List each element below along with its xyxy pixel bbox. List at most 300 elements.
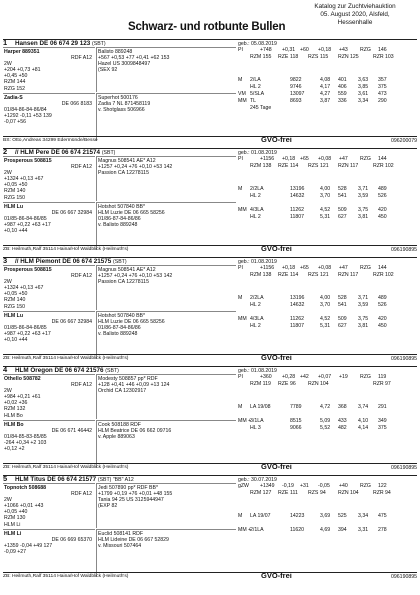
grandsire-line: Passion CA 12278115 [98, 279, 149, 286]
lactation-value: 4,52 [320, 207, 331, 213]
lactation-value: 3,87 [320, 98, 331, 104]
dam-code: DE 06 671 46442 [51, 428, 92, 435]
grandsire-line: +1257 +0,24 +76 +0,10 +53 142 [98, 164, 173, 171]
sire-info: RZM 130 [4, 515, 26, 522]
lot-title [15, 368, 119, 374]
lactation-value: 541 [338, 302, 347, 308]
sire-code: RDF A12 [70, 382, 92, 389]
pi-value: RZM 119 [250, 381, 271, 387]
sire-info: +984 +0,21 +61 [4, 394, 41, 401]
dam-code: DE 06 667 32984 [51, 210, 92, 217]
lot-footer [3, 570, 417, 580]
lactation-value: 9746 [290, 84, 302, 90]
lot-entry [3, 40, 417, 147]
lactation-value: 4/3LA [250, 316, 264, 322]
lactation-value: 3,70 [320, 302, 331, 308]
lactation-value: HL 2 [250, 323, 261, 329]
page-header [0, 3, 420, 39]
pi-value: +0,18 [282, 265, 296, 271]
lactation-value: 489 [378, 186, 387, 192]
catalog-line: 05. August 2020, Alsfeld, [320, 11, 390, 19]
gvo-label: GVO-frei [261, 461, 292, 471]
grandsire-line: Jedi 507890 pp* RDF BB* [98, 485, 158, 491]
pi-value: 114 [290, 163, 299, 169]
pi-value: 125 [350, 54, 359, 60]
lactation-value: 541 [338, 193, 347, 199]
lot-entry [3, 476, 417, 583]
lactation-value: 3,34 [358, 98, 369, 104]
lactation-value: 245 Tage [250, 105, 272, 111]
dam-name: Zadia-S [4, 95, 23, 101]
birth-date: geb.: 30.07.2019 [238, 476, 277, 483]
breed-code: (SBT) [113, 258, 127, 265]
lactation-value: MM [238, 98, 247, 104]
maternal-line: v. Missouri 507464 [98, 543, 142, 550]
pi-value: +1156 [260, 156, 275, 162]
pi-value: +65 [300, 265, 309, 271]
maternal-line: HLM Lideine DE 06 667 52829 [98, 537, 169, 544]
lactation-value: 509 [338, 207, 347, 213]
pi-value: +0,31 [282, 47, 296, 53]
lot-id: 096190895 [391, 574, 417, 580]
pi-value: 146 [378, 47, 387, 53]
birth-date: geb.: 01.08.2019 [238, 367, 277, 374]
dam-name: HLM Lu [4, 204, 24, 210]
lactation-value: 401 [338, 77, 347, 83]
lot-number: 3 [3, 256, 8, 265]
page-title: Schwarz- und rotbunte Bullen [128, 21, 286, 33]
maternal-line: Euclid 508141 RDF [98, 531, 143, 537]
gvo-label: GVO-frei [261, 352, 292, 362]
breeder-info: ZB: Heilmuth,Ralf 35114 Haina/Hof Waldblick (Heilmuth's) [3, 356, 129, 361]
lactation-value: HL 2 [250, 214, 261, 220]
lot-entry [3, 367, 417, 474]
sire-name: Prosperous 508815 [4, 267, 52, 273]
pi-value: RZG [360, 156, 371, 162]
lactation-value: 4,00 [320, 186, 331, 192]
lactation-value: 291 [378, 404, 387, 410]
grandsire-line: Magnus 508541 AE* A12 [98, 158, 156, 164]
maternal-grandparents [96, 420, 236, 468]
lactation-value: 420 [378, 316, 387, 322]
pi-value: +748 [260, 47, 272, 53]
sire-info: +0,45 +50 [4, 73, 28, 80]
lot-entry [3, 258, 417, 365]
lactation-value: 528 [338, 186, 347, 192]
lactation-value: 14223 [290, 513, 305, 519]
pi-value: -0,19 [282, 483, 294, 489]
lot-footer [3, 243, 417, 253]
lactation-value: 509 [338, 316, 347, 322]
lactation-value: 2/2LA [250, 295, 264, 301]
sire-name: Othello 508782 [4, 376, 41, 382]
lactation-value: 559 [338, 91, 347, 97]
lactation-value: 290 [378, 98, 387, 104]
sire-info: +0,05 +40 [4, 509, 28, 516]
dam-info: 01/85-86-84-86/85 [4, 325, 47, 332]
lactation-value: 3,71 [358, 295, 369, 301]
lot-entry [3, 149, 417, 256]
sire-info: 2W [4, 388, 12, 395]
lactation-value: 3,59 [358, 193, 369, 199]
birth-date: geb.: 05.08.2019 [238, 40, 277, 47]
lactation-value: 627 [338, 323, 347, 329]
maternal-grandparents [96, 202, 236, 250]
pi-value: 122 [378, 483, 387, 489]
pi-value: 96 [290, 381, 296, 387]
lot-id: 096190895 [391, 465, 417, 471]
lactation-value: 3,81 [358, 214, 369, 220]
pi-value: +0,18 [282, 156, 296, 162]
pi-value: +1349 [260, 483, 275, 489]
pi-value: +31 [300, 483, 309, 489]
lactation-value: 9822 [290, 77, 302, 83]
lactation-value: 4/3LA [250, 207, 264, 213]
dam-cell [3, 93, 95, 141]
lactation-value: HL 3 [250, 425, 261, 431]
breed-code: (SBT) [92, 40, 106, 47]
bull-name: HLM Oregon DE 06 674 21576 [15, 366, 104, 374]
lactation-value: 2/LA [250, 77, 261, 83]
grandsire-line: Passion CA 12278115 [98, 170, 149, 177]
pi-value: 117 [350, 272, 359, 278]
lactation-value: MM + [238, 418, 252, 424]
sire-info: 2W [4, 279, 12, 286]
maternal-grandparents [96, 93, 236, 141]
dam-info: 01/84-86-84-86/84 [4, 107, 47, 114]
pi-value: RZG [360, 265, 371, 271]
breeder-info: ZB: Heilmuth,Ralf 35114 Haina/Hof Waldblick (Heilmuth's) [3, 465, 129, 470]
sire-info: +1324 +0,13 +67 [4, 285, 44, 292]
lactation-value: 349 [378, 418, 387, 424]
lactation-value: 526 [378, 193, 387, 199]
lactation-value: 5,31 [320, 214, 331, 220]
sire-info: +0,05 +50 [4, 291, 28, 298]
sire-cell [3, 47, 95, 92]
dam-info: -264 +0,34 +2 103 [4, 440, 47, 447]
lactation-value: HL 2 [250, 302, 261, 308]
lactation-value: 4,52 [320, 316, 331, 322]
maternal-grandparents [96, 311, 236, 359]
pi-value: +43 [339, 47, 348, 53]
pi-value: 102 [385, 272, 394, 278]
lactation-value: 3,75 [358, 316, 369, 322]
sire-info: HLM Bo [4, 412, 23, 419]
grandsire-line: Balisto 889248 [98, 49, 133, 55]
lot-number: 4 [3, 365, 8, 374]
pi-value: 103 [385, 54, 394, 60]
dam-info: 01/84-85-83-85/85 [4, 434, 47, 441]
pi-value: RZR [373, 54, 384, 60]
lactation-value: MM + [238, 527, 252, 533]
birth-date: geb.: 01.08.2019 [238, 149, 277, 156]
sire-info: 2W [4, 61, 12, 68]
pi-value: RZR [373, 272, 384, 278]
pi-value: 94 [385, 490, 391, 496]
breed-code: (SBT) "BB" A12 [97, 476, 134, 483]
grandsire-line: Modesty 508857 pp* RDF [98, 376, 158, 382]
lactation-value: 13097 [290, 91, 305, 97]
dam-cell [3, 202, 95, 250]
lactation-value: 3,63 [358, 77, 369, 83]
lactation-value: 13196 [290, 186, 305, 192]
maternal-line: HLM Beatrice DE 06 662 09716 [98, 428, 172, 435]
lactation-value: 11262 [290, 207, 305, 213]
sire-name: Prosperous 508815 [4, 158, 52, 164]
sire-cell [3, 483, 95, 528]
grandsire-line: +128 +0,41 +46 +0,09 +13 124 [98, 382, 170, 389]
pi-value: +60 [300, 47, 309, 53]
lot-number: 5 [3, 474, 8, 483]
lactation-value: 528 [338, 295, 347, 301]
sire-info: +204 +0,73 +81 [4, 67, 41, 74]
pi-value: 119 [378, 374, 387, 380]
pi-value: +47 [339, 156, 348, 162]
lactation-value: 3,75 [358, 207, 369, 213]
dam-name: HLM Lu [4, 313, 24, 319]
lactation-value: MM [238, 316, 247, 322]
dam-info: +0,12 +2 [4, 446, 25, 453]
pi-value: RZS [308, 490, 319, 496]
lot-id: 096200079 [391, 138, 417, 144]
dam-info: 01/85-86-84-86/85 [4, 216, 47, 223]
lactation-value: 7789 [290, 404, 302, 410]
lactation-value: 357 [378, 77, 387, 83]
pi-value: RZN [338, 272, 349, 278]
lactation-value: 13196 [290, 295, 305, 301]
grandsire-line: +1799 +0,19 +76 +0,01 +48 155 [98, 491, 173, 498]
pi-value: 121 [320, 163, 329, 169]
pi-value: +19 [339, 374, 348, 380]
pi-value: RZM 127 [250, 490, 272, 496]
lot-id: 096190895 [391, 247, 417, 253]
lactation-value: M [238, 404, 243, 410]
sire-info: RZM 132 [4, 406, 26, 413]
dam-code: DE 066 8183 [61, 101, 92, 108]
dam-info: +1359 -0,04 +49 127 [4, 543, 53, 550]
grandsire-line: (SEX 92 [98, 67, 118, 74]
sire-info: +1066 +0,01 +43 [4, 503, 44, 510]
pi-value: 121 [320, 272, 329, 278]
catalog-info [296, 3, 414, 28]
lactation-value: 3,61 [358, 91, 369, 97]
sire-cell [3, 156, 95, 201]
sire-name: Harper 889351 [4, 49, 40, 55]
lactation-value: 9066 [290, 425, 302, 431]
breeder-info: ZB: Heilmuth,Ralf 35114 Haina/Hof Waldblick (Heilmuth's) [3, 574, 129, 579]
lactation-value: 375 [378, 425, 387, 431]
gvo-label: GVO-frei [261, 243, 292, 253]
pi-value: RZG [360, 47, 371, 53]
lot-number: 2 [3, 147, 8, 156]
sire-info: RZM 140 [4, 188, 26, 195]
pi-value: +1156 [260, 265, 275, 271]
dam-info: +0,10 +44 [4, 337, 28, 344]
pi-value: PI [238, 374, 243, 380]
sire-code: RDF A12 [70, 164, 92, 171]
bull-name: // HLM Piemont DE 06 674 21575 [15, 257, 112, 265]
paternal-grandparents [96, 483, 236, 528]
sire-info: RZG 150 [4, 194, 26, 201]
pi-value: 104 [350, 490, 359, 496]
lot-id: 096190895 [391, 356, 417, 362]
lactation-value: VM [238, 91, 246, 97]
paternal-grandparents [96, 156, 236, 201]
lactation-value: M [238, 186, 243, 192]
maternal-line: Hotshot 507840 BB* [98, 313, 146, 319]
lactation-value: HL 2 [250, 84, 261, 90]
sire-code: RDF A12 [70, 491, 92, 498]
sire-info: 2W [4, 170, 12, 177]
lactation-value: 450 [378, 323, 387, 329]
pi-value: RZS [308, 54, 319, 60]
dam-cell [3, 311, 95, 359]
lactation-value: 482 [338, 425, 347, 431]
dam-info: +1292 -0,11 +53 139 [4, 113, 52, 120]
maternal-line: HLM Luzie DE 06 665 58256 [98, 210, 165, 217]
lactation-value: 475 [378, 513, 387, 519]
lot-footer [3, 352, 417, 362]
lactation-value: 473 [378, 91, 387, 97]
grandsire-line: Magnus 508541 AE* A12 [98, 267, 156, 273]
maternal-line: v. Apple 889063 [98, 434, 135, 441]
grandsire-line: (EXP 82 [98, 503, 118, 510]
pi-value: PI [238, 265, 243, 271]
maternal-line: Hotshot 507840 BB* [98, 204, 146, 210]
dam-name: HLM Bo [4, 422, 24, 428]
pi-value: RZG [360, 483, 371, 489]
bull-name: // HLM Pere DE 06 674 21574 [15, 148, 101, 156]
lactation-value: 525 [338, 513, 347, 519]
pi-value: RZM 138 [250, 272, 272, 278]
pi-value: 111 [290, 490, 298, 496]
pi-value: 102 [385, 163, 394, 169]
grandsire-line: Hazel US 3009848497 [98, 61, 151, 68]
catalog-line: Hessenhalle [337, 19, 373, 27]
lot-title [15, 41, 106, 47]
lactation-value: 2/1LA [250, 527, 264, 533]
lactation-value: 433 [338, 418, 347, 424]
paternal-grandparents [96, 374, 236, 419]
maternal-line: v. Shotglass 506966 [98, 107, 145, 114]
sire-info: +1324 +0,13 +67 [4, 176, 44, 183]
lactation-value: 3,81 [358, 323, 369, 329]
pi-value: RZN [338, 490, 349, 496]
grandsire-line: Tania 94 25 US 3125944947 [98, 497, 164, 504]
pi-value: 94 [320, 490, 326, 496]
lactation-value: 4,08 [320, 77, 331, 83]
lactation-value: MM [238, 207, 247, 213]
lactation-value: 3,34 [358, 513, 369, 519]
lactation-value: LA 19/08 [250, 404, 271, 410]
gvo-label: GVO-frei [261, 570, 292, 580]
pi-value: gZW [238, 483, 249, 489]
breeder-info: BS: Otto,Andreas 34299 Edermünde/Besse [3, 138, 98, 143]
pi-value: RZR [373, 490, 384, 496]
sire-info: +0,05 +50 [4, 182, 28, 189]
sire-name: Topnotch 508688 [4, 485, 46, 491]
pi-value: +360 [260, 374, 272, 380]
pi-value: RZR [373, 163, 384, 169]
pi-value: 144 [378, 156, 387, 162]
pi-value: +0,07 [318, 374, 332, 380]
pi-value: RZE [278, 490, 289, 496]
grandsire-line: +567 +0,53 +77 +0,41 +62 153 [98, 55, 170, 62]
maternal-line: Zadia 7 NL 871458119 [98, 101, 151, 108]
pi-value: PI [238, 156, 243, 162]
maternal-line: 01/86-87-84-86/86 [98, 325, 141, 332]
sire-info: RZG 152 [4, 85, 26, 92]
lactation-value: 627 [338, 214, 347, 220]
lactation-value: 14632 [290, 302, 305, 308]
paternal-grandparents [96, 265, 236, 310]
pi-value: RZR [373, 381, 384, 387]
lot-footer [3, 134, 417, 144]
lactation-value: 368 [338, 404, 347, 410]
lactation-value: 489 [378, 295, 387, 301]
pi-value: RZS [308, 272, 319, 278]
lactation-value: 3,31 [358, 527, 369, 533]
pi-value: RZE [278, 54, 289, 60]
pi-value: PI [238, 47, 243, 53]
lactation-value: 5,31 [320, 323, 331, 329]
lactation-value: 406 [338, 84, 347, 90]
paternal-grandparents [96, 47, 236, 92]
pi-value: RZS [308, 163, 319, 169]
sire-cell [3, 265, 95, 310]
dam-cell [3, 529, 95, 577]
lactation-value: 4,17 [320, 84, 331, 90]
maternal-line: v. Balisto 889248 [98, 331, 138, 338]
dam-info: +987 +0,22 +63 +17 [4, 331, 51, 338]
pi-value: RZM 138 [250, 163, 272, 169]
lactation-value: 5/SLA [250, 91, 265, 97]
maternal-grandparents [96, 529, 236, 577]
lactation-value: 2/2LA [250, 186, 264, 192]
dam-name: HLM Li [4, 531, 22, 537]
sire-cell [3, 374, 95, 419]
pi-value: 144 [378, 265, 387, 271]
pi-value: -0,05 [318, 483, 330, 489]
lactation-value: 11807 [290, 214, 305, 220]
lactation-value: 4,72 [320, 404, 331, 410]
maternal-line: Cook 508188 RDF [98, 422, 141, 428]
pi-value: RZE [278, 163, 289, 169]
lactation-value: 394 [338, 527, 347, 533]
lactation-value: 3,74 [358, 404, 369, 410]
lactation-value: 3,71 [358, 186, 369, 192]
pi-value: 115 [320, 54, 329, 60]
pi-value: +47 [339, 265, 348, 271]
lactation-value: 4,10 [358, 418, 369, 424]
lactation-value: 11807 [290, 323, 305, 329]
dam-info: +0,10 +44 [4, 228, 28, 235]
lot-title [15, 477, 134, 483]
sire-info: RZG 150 [4, 303, 26, 310]
lactation-value: 526 [378, 302, 387, 308]
pi-value: 117 [350, 163, 359, 169]
dam-code: DE 06 667 32984 [51, 319, 92, 326]
pi-value: +0,08 [318, 265, 332, 271]
pi-value: 118 [290, 54, 299, 60]
grandsire-line: Orchid CA 12302917 [98, 388, 147, 395]
lactation-value: 3,70 [320, 193, 331, 199]
lactation-value: 14632 [290, 193, 305, 199]
maternal-line: v. Balisto 889248 [98, 222, 138, 229]
lactation-value: 278 [378, 527, 387, 533]
pi-value: +0,08 [318, 156, 332, 162]
lactation-value: 375 [378, 84, 387, 90]
